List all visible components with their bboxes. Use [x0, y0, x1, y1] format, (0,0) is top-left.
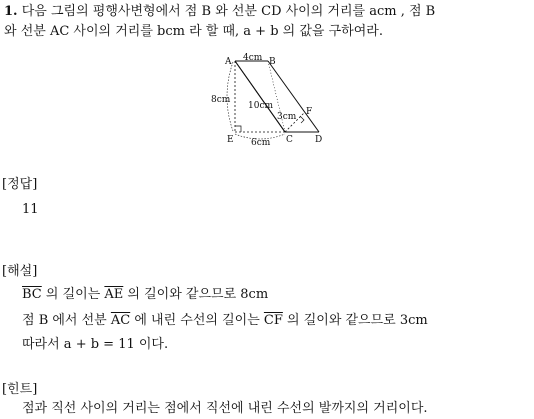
- problem-line-2: [4, 24, 383, 40]
- solution-line-3: 따라서 a + b = 11 이다.: [22, 337, 169, 352]
- label-ac: 10cm: [248, 101, 274, 111]
- hint-text: 점과 직선 사이의 거리는 점에서 직선에 내린 수선의 발까지의 거리이다.: [22, 401, 428, 416]
- hint-header: [힌트]: [2, 382, 38, 397]
- answer-value: 11: [22, 202, 39, 217]
- solution-line-2: [22, 313, 428, 329]
- point-e-label: E: [227, 135, 234, 145]
- point-f-label: F: [306, 107, 313, 117]
- solution-text: 점 B 에서 선분: [22, 313, 111, 328]
- point-d-label: D: [315, 135, 323, 145]
- problem-text-2: 와 선분 AC 사이의 거리를 bcm 라 할 때, a + b 의 값을 구하여라.: [4, 24, 383, 39]
- parallelogram-figure: [205, 52, 335, 148]
- point-c-label: C: [286, 135, 293, 145]
- answer-header: [정답]: [2, 177, 38, 192]
- segment-ae: $\overline{AE}$: [104, 287, 124, 302]
- label-ec: 6cm: [251, 138, 271, 148]
- segment-ac: $\overline{AC}$: [110, 313, 131, 328]
- problem-text-1: 다음 그림의 평행사변형에서 점 B 와 선분 CD 사이의 거리를 acm , 점 B: [21, 4, 436, 19]
- segment-bc: $\overline{BC}$: [22, 287, 42, 302]
- solution-header: [해설]: [2, 264, 38, 279]
- problem-number: 1.: [4, 4, 18, 19]
- segment-cf: $\overline{CF}$: [263, 313, 283, 328]
- point-a-label: A: [225, 57, 232, 67]
- solution-text: 의 길이와 같으므로 3cm: [282, 313, 428, 328]
- solution-line-1: [22, 287, 268, 303]
- label-ab: 4cm: [243, 53, 263, 63]
- solution-text: 의 길이와 같으므로 8cm: [123, 287, 269, 302]
- solution-text: 에 내린 수선의 길이는: [130, 313, 264, 328]
- solution-text: 의 길이는: [41, 287, 105, 302]
- label-ae: 8cm: [211, 95, 231, 105]
- problem-line-1: [4, 4, 435, 20]
- point-b-label: B: [269, 57, 276, 67]
- label-cf: 3cm: [277, 112, 297, 122]
